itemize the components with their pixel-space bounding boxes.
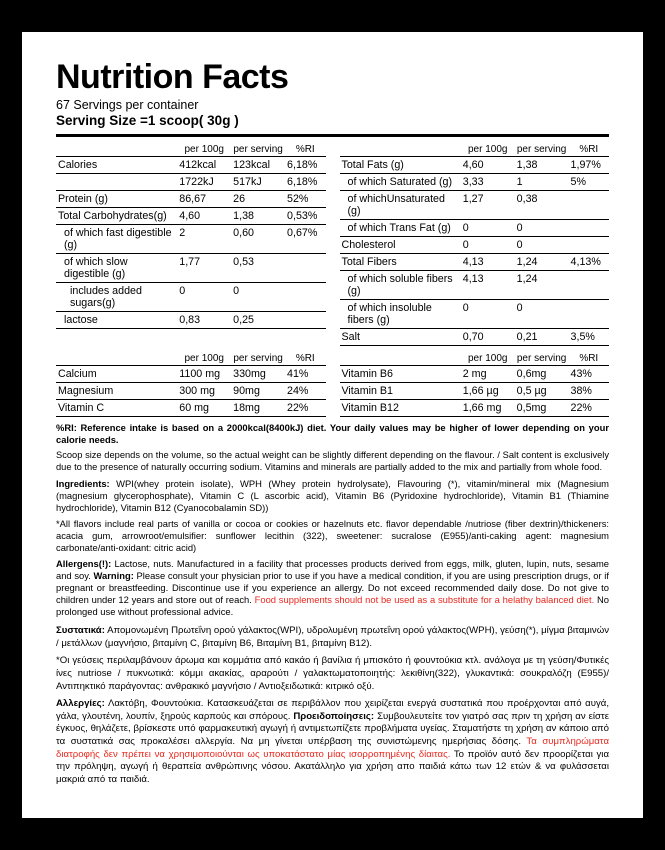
ingredients-label: Ingredients: (56, 477, 110, 489)
value-ri (569, 270, 609, 299)
nutrient-label: Magnesium (56, 382, 177, 399)
col-header-ri: %RI (569, 143, 609, 157)
value-ri: 0,67% (285, 224, 325, 253)
flavors-note: *All flavors include real parts of vanilla or cocoa or cookies or hazelnuts etc. flavor dependable /nutriose (fiber dextrin)/thickeners: acacia gum, arrowroot/emulsifier: sunflower lecithin (322), sweetener: sucralose (E955)/anti-caking agent: magnesium carbonate/anti-oxidant: citric acid) (56, 517, 609, 553)
col-header-ri: %RI (285, 352, 325, 366)
value-per-100g: 0,70 (461, 328, 515, 345)
col-header-perserving: per serving (515, 352, 569, 366)
value-per-serving: 0,25 (231, 311, 285, 328)
value-per-serving: 0,60 (231, 224, 285, 253)
value-per-100g: 0 (461, 299, 515, 328)
nutrient-label: Calcium (56, 365, 177, 382)
value-per-100g: 86,67 (177, 190, 231, 207)
value-ri (569, 299, 609, 328)
macronutrient-right-table (340, 143, 610, 346)
value-per-100g: 412kcal (177, 156, 231, 173)
table-row (56, 173, 326, 190)
value-ri (285, 311, 325, 328)
col-header-nutrient (340, 143, 461, 157)
table-row (56, 282, 326, 311)
value-ri: 22% (569, 399, 609, 416)
reference-intake-text: %RI: Reference intake is based on a 2000kcal(8400kJ) diet. Your daily values may be higher of lower depending on your calorie needs. (56, 421, 609, 445)
value-per-100g: 0 (177, 282, 231, 311)
nutrient-label: Total Fats (g) (340, 156, 461, 173)
servings-per-container: 67 Servings per container (56, 97, 199, 112)
value-ri: 52% (285, 190, 325, 207)
value-per-serving: 0,5mg (515, 399, 569, 416)
value-per-serving: 0 (515, 236, 569, 253)
greek-notes (56, 625, 609, 787)
table-row (56, 365, 326, 382)
value-per-100g: 0 (461, 236, 515, 253)
value-per-serving: 0 (515, 219, 569, 236)
value-ri: 22% (285, 399, 325, 416)
value-per-100g: 4,13 (461, 253, 515, 270)
col-header-nutrient (340, 352, 461, 366)
table-row (340, 156, 610, 173)
value-per-100g: 1,66 µg (461, 382, 515, 399)
warning-tail-text: No prolonged use without professional advice. (56, 593, 609, 617)
table-row (340, 236, 610, 253)
greek-ingredients-text: Απομονωμένη Πρωτεΐνη ορού γάλακτος(WPI), υδρολυμένη πρωτεΐνη ορού γάλακτος(WPH), γεύση(*), μίγμα βιταμινών / μετάλλων (μαγνήσιο, βιταμίνη C, βιταμίνη B6, Βιταμίνη B1, βιταμίνη B12). (56, 624, 609, 649)
value-per-100g: 1,77 (177, 253, 231, 282)
value-per-100g: 0,83 (177, 311, 231, 328)
value-per-100g: 4,60 (177, 207, 231, 224)
col-header-nutrient (56, 352, 177, 366)
vitamin-right-table (340, 352, 610, 417)
nutrient-label: of which slow digestible (g) (56, 253, 177, 282)
value-per-serving: 1,24 (515, 270, 569, 299)
nutrition-facts-label (22, 32, 643, 818)
value-per-serving: 0,53 (231, 253, 285, 282)
value-per-serving: 0 (515, 299, 569, 328)
value-per-serving: 1,38 (515, 156, 569, 173)
nutrient-label: Vitamin B6 (340, 365, 461, 382)
value-ri: 6,18% (285, 156, 325, 173)
greek-allergens-note (56, 698, 609, 787)
table-row (56, 311, 326, 328)
nutrient-label (56, 173, 177, 190)
table-row (340, 253, 610, 270)
value-ri (285, 282, 325, 311)
col-header-nutrient (56, 143, 177, 157)
value-ri (569, 219, 609, 236)
vitamin-left-table (56, 352, 326, 417)
value-per-100g: 2 mg (461, 365, 515, 382)
greek-flavors-note: *Οι γεύσεις περιλαμβάνουν άρωμα και κομμάτια από κακάο ή βανίλια ή μπισκότο ή φουντούκια κτλ. ανάλογα με τη γεύση/Φυτικές ίνες nutriose / πυκνωτικά: κόμμι ακακίας, αραρούτι / γαλακτωματοποιητής: λεκιθίνη(322), γλυκαντικά: σουκραλόζη (E955)/ Αντιπηκτικό παράγοντας: ανθρακικό μαγνήσιο / Αντιοξειδωτικά: κιτρικό οξύ. (56, 655, 609, 692)
table-row (340, 365, 610, 382)
value-per-100g: 4,13 (461, 270, 515, 299)
value-per-serving: 0,5 µg (515, 382, 569, 399)
nutrient-label: Salt (340, 328, 461, 345)
value-ri (285, 253, 325, 282)
value-per-100g: 300 mg (177, 382, 231, 399)
table-row (56, 382, 326, 399)
table-row (340, 219, 610, 236)
vitamin-left-column (56, 352, 326, 417)
value-per-serving: 18mg (231, 399, 285, 416)
value-ri: 43% (569, 365, 609, 382)
value-per-100g: 2 (177, 224, 231, 253)
table-row (56, 224, 326, 253)
value-per-100g: 4,60 (461, 156, 515, 173)
nutrient-label: of which insoluble fibers (g) (340, 299, 461, 328)
col-header-per100g: per 100g (177, 352, 231, 366)
nutrient-label: Calories (56, 156, 177, 173)
value-per-100g: 1,27 (461, 190, 515, 219)
value-ri: 24% (285, 382, 325, 399)
table-row (56, 207, 326, 224)
value-per-serving: 1,38 (231, 207, 285, 224)
col-header-per100g: per 100g (461, 143, 515, 157)
nutrient-label: Protein (g) (56, 190, 177, 207)
value-ri: 38% (569, 382, 609, 399)
table-row (340, 270, 610, 299)
header-divider (56, 134, 609, 137)
value-per-100g: 3,33 (461, 173, 515, 190)
value-per-100g: 1,66 mg (461, 399, 515, 416)
value-ri: 3,5% (569, 328, 609, 345)
greek-ingredients-note (56, 625, 609, 650)
value-per-100g: 1100 mg (177, 365, 231, 382)
col-header-ri: %RI (285, 143, 325, 157)
value-ri: 5% (569, 173, 609, 190)
table-row (340, 328, 610, 345)
value-per-serving: 0,6mg (515, 365, 569, 382)
table-header-row (340, 143, 610, 157)
value-per-100g: 0 (461, 219, 515, 236)
nutrient-label: of whichUnsaturated (g) (340, 190, 461, 219)
greek-allergens-label: Αλλεργίες: (56, 698, 105, 710)
allergens-text: Lactose, nuts. Manufactured in a facility that processes products derived from eggs, milk, gluten, lupin, nuts, sesame and soy. (56, 557, 609, 581)
value-per-serving: 0 (231, 282, 285, 311)
nutrient-label: of which Trans Fat (g) (340, 219, 461, 236)
col-header-perserving: per serving (515, 143, 569, 157)
greek-usage-label: Προειδοποίησεις: (293, 710, 375, 722)
ingredients-note (56, 478, 609, 514)
nutrient-label: includes added sugars(g) (56, 282, 177, 311)
table-row (340, 382, 610, 399)
warning-red-text: Food supplements should not be used as a substitute for a helathy balanced diet. (254, 593, 595, 605)
value-per-serving: 1 (515, 173, 569, 190)
allergens-warning-note (56, 558, 609, 618)
table-row (340, 190, 610, 219)
value-ri (569, 190, 609, 219)
table-header-row (56, 143, 326, 157)
table-row (56, 253, 326, 282)
nutrient-label: of which soluble fibers (g) (340, 270, 461, 299)
allergens-label: Allergens(!): (56, 557, 112, 569)
nutrient-label: Cholesterol (340, 236, 461, 253)
page-title: Nutrition Facts (56, 58, 289, 96)
value-per-100g: 60 mg (177, 399, 231, 416)
macronutrient-left-table (56, 143, 326, 329)
col-header-ri: %RI (569, 352, 609, 366)
value-per-serving: 0,38 (515, 190, 569, 219)
value-ri: 4,13% (569, 253, 609, 270)
macronutrient-right-column (340, 143, 610, 346)
vitamin-mineral-section (56, 352, 609, 417)
nutrient-label: of which Saturated (g) (340, 173, 461, 190)
table-header-row (340, 352, 610, 366)
col-header-per100g: per 100g (461, 352, 515, 366)
vitamin-right-column (340, 352, 610, 417)
reference-intake-note (56, 422, 609, 446)
nutrient-label: Total Carbohydrates(g) (56, 207, 177, 224)
col-header-per100g: per 100g (177, 143, 231, 157)
greek-usage-text: Συμβουλευτείτε τον γιατρό σας πριν τη χρήση αν είστε έγκυος, θηλάζετε, βρίσκεστε υπό φαρμακευτική αγωγή ή αντιμετωπίζετε προβλήματα υγείας. Σταματήστε τη χρήση αν κάποιο από τα συστατικά σας προκαλέσει αλλεργία. Να μη γίνεται υπέρβαση της συνιστώμενης ημερήσιας δόσης. (56, 710, 609, 748)
value-per-serving: 1,24 (515, 253, 569, 270)
nutrient-label: Vitamin C (56, 399, 177, 416)
table-row (56, 156, 326, 173)
greek-ingredients-label: Συστατικά: (56, 624, 105, 636)
value-per-serving: 330mg (231, 365, 285, 382)
value-ri: 41% (285, 365, 325, 382)
nutrient-label: Vitamin B1 (340, 382, 461, 399)
value-per-serving: 26 (231, 190, 285, 207)
table-row (340, 399, 610, 416)
col-header-perserving: per serving (231, 143, 285, 157)
scoop-note: Scoop size depends on the volume, so the actual weight can be slightly different depending on the flavour. / Salt content is exclusively due to the presence of naturally occurring sodium. Vitamins and minerals are partially added to the mix and partially from whole food. (56, 449, 609, 472)
macronutrient-section (56, 143, 609, 346)
ingredients-text: WPI(whey protein isolate), WPH (Whey protein hydrolysate), Flavouring (*), vitamin/mineral mix (Magnesium (magnesium glycerophosphate), Vitamin C (L ascorbic acid), Vitamin B6 (Pyridoxine hydrochloride), Vitamin B1 (Thiamine hydrochloride), Vitamin B12 (Cyanocobalamin SD)) (56, 477, 609, 513)
nutrient-label: Vitamin B12 (340, 399, 461, 416)
table-row (340, 299, 610, 328)
col-header-perserving: per serving (231, 352, 285, 366)
table-row (340, 173, 610, 190)
value-per-serving: 517kJ (231, 173, 285, 190)
greek-usage-red-text: Τα συμπληρώματα διατροφής δεν πρέπει να χρησιμοποιούνται ως υποκατάστατο μίας ισορροπημένης δίαιτας. (56, 736, 610, 760)
value-ri: 6,18% (285, 173, 325, 190)
value-ri: 1,97% (569, 156, 609, 173)
greek-usage-tail-text: Το προϊόν αυτό δεν προορίζεται για την πρόληψη, αγωγή ή θεραπεία ανθρώπινης νόσου. Ακατάλληλο για χρήση απο παιδιά κάτω των 12 ετών & να φυλάσσεται μακριά από τα παιδιά. (56, 748, 609, 786)
value-per-100g: 1722kJ (177, 173, 231, 190)
nutrient-label: lactose (56, 311, 177, 328)
value-per-serving: 0,21 (515, 328, 569, 345)
warning-text: Please consult your physician prior to use if you have a medical condition, if you are using prescription drugs, or if pregnant or breastfeeding. Discontinue use if you experience an allergy. Do not exceed recommended daily dose. Do not give to children under 12 years and store out of reach. (56, 569, 609, 605)
english-notes (56, 422, 609, 618)
nutrient-label: of which fast digestible (g) (56, 224, 177, 253)
table-row (56, 399, 326, 416)
nutrient-label: Total Fibers (340, 253, 461, 270)
table-row (56, 190, 326, 207)
serving-size: Serving Size =1 scoop( 30g ) (56, 112, 239, 128)
value-per-serving: 90mg (231, 382, 285, 399)
value-ri (569, 236, 609, 253)
table-header-row (56, 352, 326, 366)
warning-label: Warning: (93, 569, 134, 581)
greek-allergens-text: Λακτόβη, Φουντούκια. Κατασκευάζεται σε περιβάλλον που χειρίζεται ενεργά συστατικά που προέρχονται από αυγά, γάλα, γλουτένη, λουπίν, ξηρούς καρπούς και σπόρους. (56, 698, 609, 722)
value-ri: 0,53% (285, 207, 325, 224)
macronutrient-left-column (56, 143, 326, 346)
value-per-serving: 123kcal (231, 156, 285, 173)
